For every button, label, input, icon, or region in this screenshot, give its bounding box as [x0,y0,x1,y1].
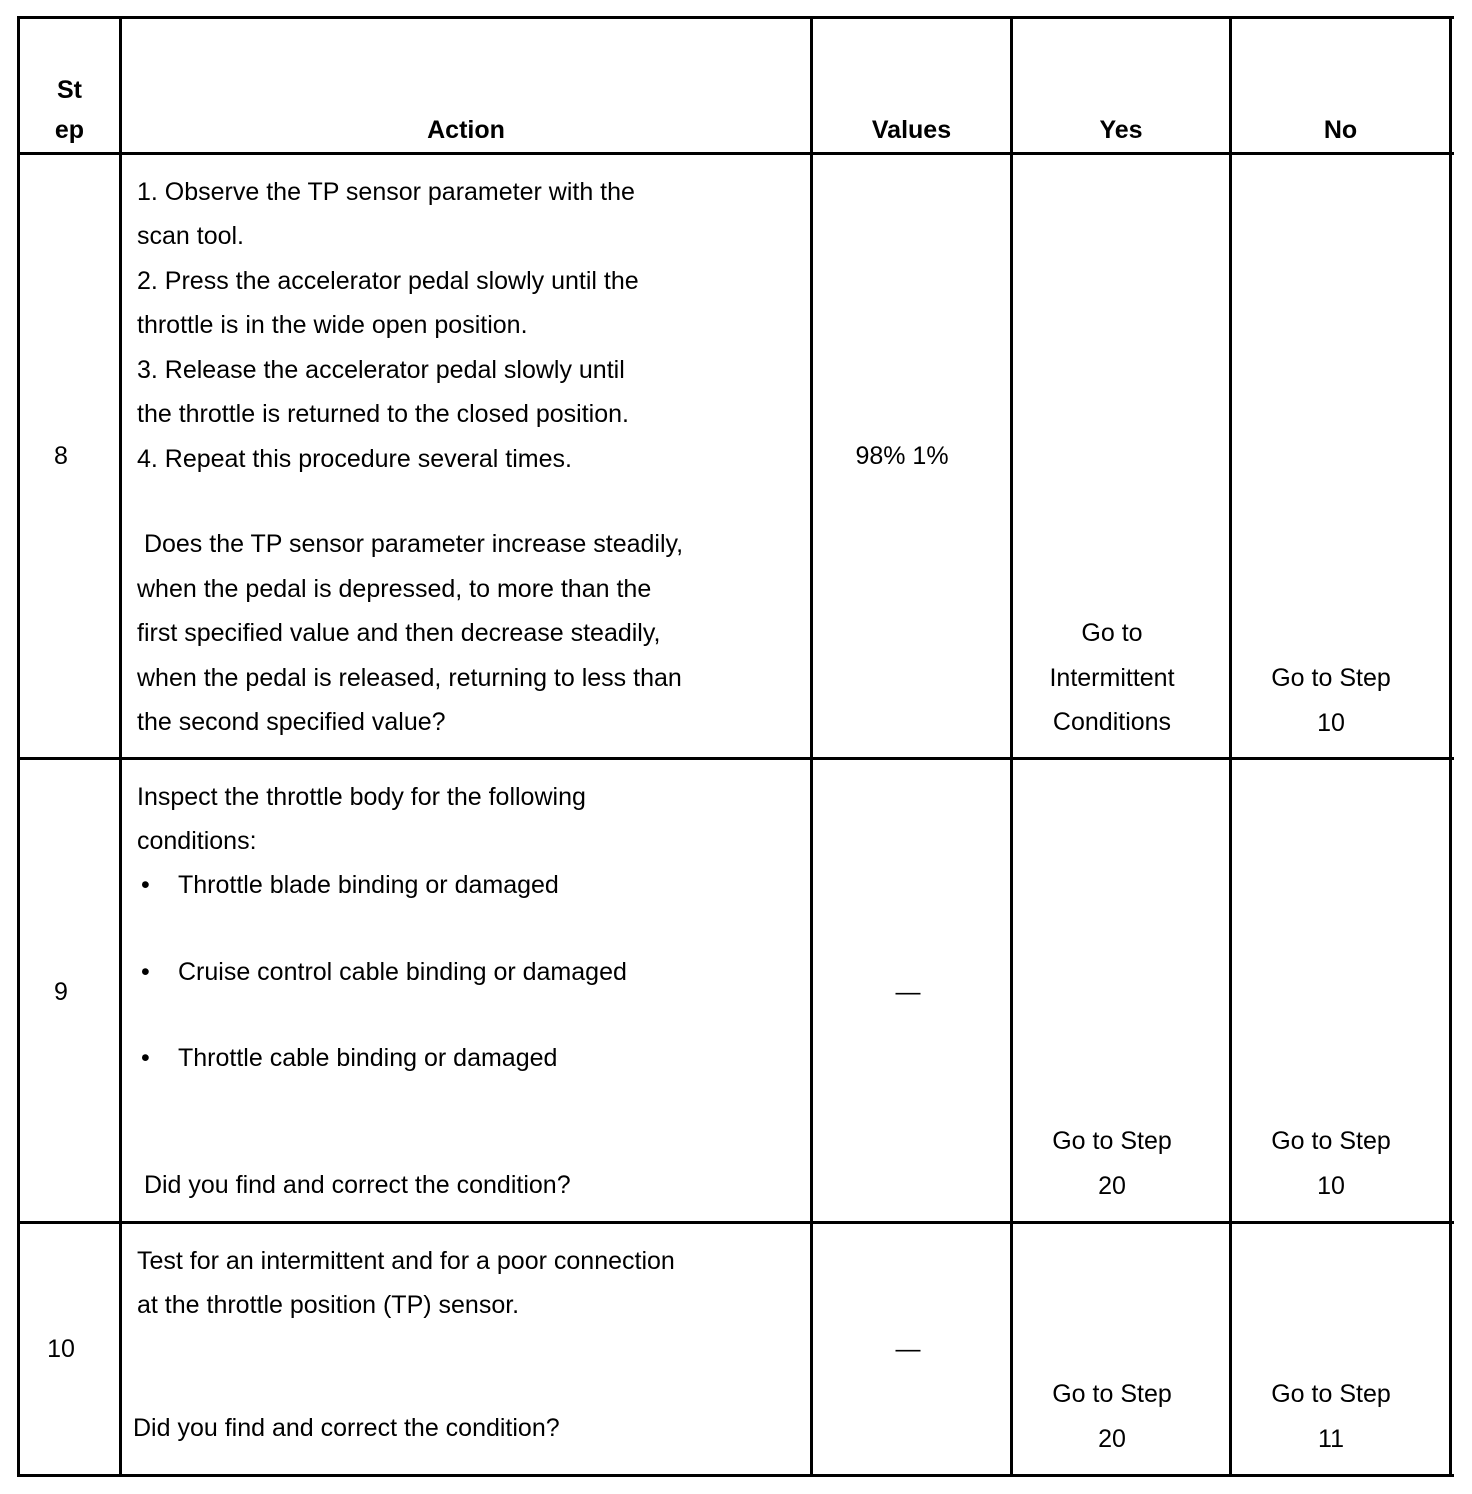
row9-bullet-marker: • [141,958,150,986]
row9-no-line: 10 [1317,1171,1345,1200]
row9-action-line: Inspect the throttle body for the following [137,783,586,811]
header-step-line1: St [57,76,82,104]
row10-values: — [895,1335,921,1363]
row8-action-line: 4. Repeat this procedure several times. [137,445,572,473]
row9-no-line: Go to Step [1271,1127,1391,1155]
row8-action-line: 1. Observe the TP sensor parameter with the [137,178,635,206]
row9-bullet-item: Cruise control cable binding or damaged [178,958,627,986]
row9-bullet-marker: • [141,871,150,899]
row10-action-line: Test for an intermittent and for a poor connection [137,1247,675,1275]
row10-action-line: at the throttle position (TP) sensor. [137,1291,520,1319]
row8-action-line: Does the TP sensor parameter increase steadily, [137,530,684,558]
row8-action-line: the second specified value? [137,708,446,736]
row8-action-line: 2. Press the accelerator pedal slowly until the [137,267,639,295]
row10-no [1232,1372,1430,1461]
row8-yes-line: Intermittent [1049,663,1175,692]
row9-step: 9 [54,978,68,1006]
row10-yes-line: 20 [1098,1424,1126,1453]
col-border-yes-no [1229,16,1232,1477]
row9-bullet-marker: • [141,1044,150,1072]
row9-yes-line: Go to Step [1052,1127,1172,1155]
table-bottom-border [17,1474,1454,1477]
row10-question: Did you find and correct the condition? [133,1414,560,1442]
row8-action-line: when the pedal is depressed, to more than the [137,575,652,603]
col-border-action-values [810,16,813,1477]
row9-bullet-item: Throttle blade binding or damaged [178,871,559,899]
row10-yes [1013,1372,1211,1461]
row8-yes-line: Conditions [1052,708,1172,736]
row8-no-line: 10 [1317,708,1345,737]
row8-action-line: throttle is in the wide open position. [137,311,528,339]
row8-step: 8 [54,442,68,470]
row8-no [1232,656,1430,745]
row8-no-line: Go to Step [1271,664,1391,692]
row9-bullet-item: Throttle cable binding or damaged [178,1044,558,1072]
row8-yes [1013,611,1211,745]
row9-yes [1013,1119,1211,1208]
col-border-step-action [119,16,122,1477]
row9-values: — [895,978,921,1006]
row10-step: 10 [47,1335,75,1363]
header-action: Action [427,116,505,144]
row9-action-line: conditions: [137,827,257,855]
header-no: No [1323,116,1358,144]
row10-no-line: 11 [1318,1424,1344,1453]
row8-action-line: scan tool. [137,222,245,250]
col-border-values-yes [1010,16,1013,1477]
row10-yes-line: Go to Step [1052,1380,1172,1408]
row8-yes-line: Go to [1081,619,1143,647]
row8-action-line: when the pedal is released, returning to less than [137,664,682,692]
row10-action [133,0,807,1474]
header-yes: Yes [1099,116,1143,144]
row9-question: Did you find and correct the condition? [137,1171,571,1199]
row8-values: 98% 1% [855,442,949,470]
header-values: Values [871,116,952,144]
row10-no-line: Go to Step [1271,1380,1391,1408]
row8-action-line: the throttle is returned to the closed position. [137,400,629,428]
row8-action-line: first specified value and then decrease steadily, [137,619,661,647]
row8-action-line: 3. Release the accelerator pedal slowly until [137,356,625,384]
header-step [20,70,119,150]
col-border-left [17,16,20,1477]
row9-yes-line: 20 [1098,1171,1126,1200]
header-step-line2: ep [54,116,85,144]
row9-no [1232,1119,1430,1208]
col-border-right [1449,16,1452,1477]
